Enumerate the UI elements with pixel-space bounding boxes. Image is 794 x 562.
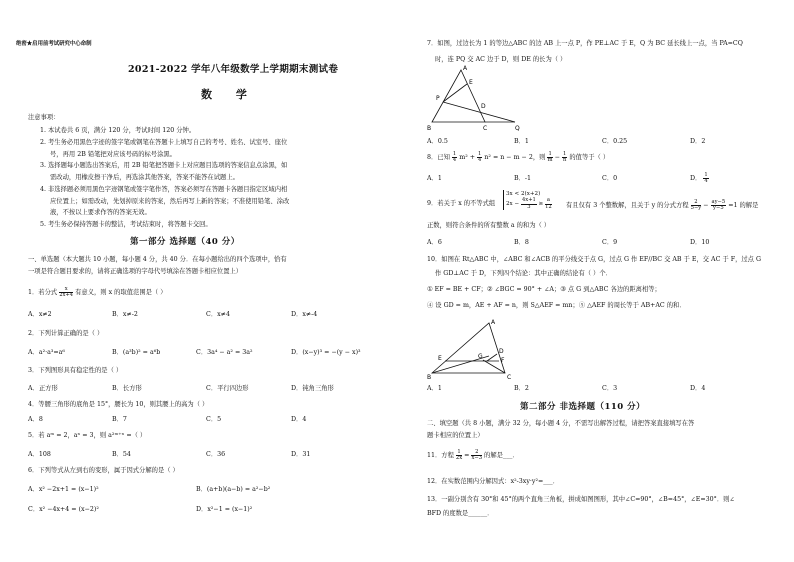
q1-option-c[interactable]: C．x≠4 — [206, 311, 230, 318]
q6-option-c[interactable]: C．x² −4x+4 = (x−2)² — [28, 506, 99, 513]
q8-option-c[interactable]: C．0 — [602, 175, 618, 182]
q10-option-a[interactable]: A．1 — [427, 385, 442, 392]
question-7: 7．如图，过边长为 1 的等边△ABC 的边 AB 上一点 P，作 PE⊥AC 于 E，Q 为 BC 延长线上一点，当 PA=CQ — [427, 40, 743, 47]
fig10-label: C — [507, 374, 512, 380]
q3-option-d[interactable]: D．钝角三角形 — [291, 385, 334, 392]
question-9-line2: 正数，则符合条件的所有整数 a 的和为（ ） — [427, 222, 551, 229]
fig7-label: D — [481, 103, 486, 110]
notice-line: 液，不按以上要求作答的答案无效。 — [50, 209, 151, 216]
q5-option-b[interactable]: B．54 — [112, 451, 131, 458]
q4-option-c[interactable]: C．5 — [206, 416, 222, 423]
q3-option-b[interactable]: B．长方形 — [112, 385, 142, 392]
notice-line: 3. 选择题每小题选出答案后，用 2B 铅笔把答题卡上对应题目选项的答案信息点涂黑，如 — [40, 162, 288, 169]
question-10: 作 GD⊥AC 于 D，下列四个结论：其中正确的结论有（ ）个． — [435, 270, 612, 277]
fig7-label: B — [427, 125, 432, 132]
single-choice-instructions: 一、单选题（本大题共 10 小题，每小题 4 分，共 40 分．在每小题给出的四个选项中，恰有 — [28, 256, 287, 263]
q9-option-b[interactable]: B．8 — [514, 239, 529, 246]
question-13: 13．一副分别含有 30°和 45°的两个直角三角板，拼成如图图形，其中∠C=90°，∠B=45°，∠E=30°．则∠ — [427, 496, 735, 503]
q7-triangle-figure — [427, 64, 527, 134]
question-8: 8．已知 $\frac{1}{4}$ m² + $\frac{1}{4}$ n² = n − m − 2，则 $\frac{1}{m}$ − $\frac{1}{n}$ 的值等于（ ） — [427, 151, 610, 164]
q10-option-b[interactable]: B．2 — [514, 385, 529, 392]
q1-stem: 1．若分式 — [28, 289, 58, 297]
question-12: 12．在实数范围内分解因式：x²-3xy·y²=___． — [427, 478, 559, 485]
q1-option-a[interactable]: A．x≠2 — [28, 311, 52, 318]
q7-option-c[interactable]: C．0.25 — [602, 138, 628, 145]
question-3: 3．下列图形具有稳定性的是（ ） — [28, 367, 123, 374]
notice-line: 1. 本试卷共 6 页，满分 120 分，考试时间 120 分钟。 — [40, 127, 196, 134]
q1-stem: 有意义，则 x 的取值范围是（ ） — [75, 289, 167, 297]
question-10: 10．如图在 Rt△ABC 中，∠ABC 和∠ACB 的平分线交于点 G，过点 G 作 EF//BC 交 AB 于 E，交 AC 于 F，过点 G — [427, 256, 762, 263]
question-10-claims: ① EF = BE + CF；② ∠BGC = 90° + ∠A；③ 点 G 到△ABC 各边的距离相等； — [427, 286, 661, 293]
question-4: 4．等腰三角形的底角是 15°，腰长为 10，则其腰上的高为（ ） — [28, 401, 209, 408]
fig7-label: P — [436, 95, 440, 102]
fill-in-instructions: 题卡相应的位置上） — [427, 432, 484, 439]
q5-option-d[interactable]: D．31 — [291, 451, 311, 458]
notice-line: 4. 非选择题必须用黑色字迹钢笔或签字笔作答，答案必须写在答题卡各题目指定区域内相 — [40, 186, 288, 193]
q6-option-a[interactable]: A．x² −2x+1 = (x−1)² — [28, 486, 99, 493]
q8-option-a[interactable]: A．1 — [427, 175, 442, 182]
part1-title: 第一部分 选择题（40 分） — [130, 237, 240, 247]
fill-in-instructions: 二、填空题（共 8 小题，满分 32 分，每小题 4 分，不需写出解答过程，请把答案直接填写在答 — [427, 420, 695, 427]
q7-option-d[interactable]: D．2 — [690, 138, 706, 145]
question-10-claims: ④ 设 GD = m，AE + AF = n，则 S△AEF = mn；⑤ △AEF 的周长等于 AB+AC 的和． — [427, 302, 686, 309]
fig10-label: G — [478, 353, 483, 360]
question-2: 2．下列计算正确的是（ ） — [28, 330, 104, 337]
fig10-label: E — [438, 355, 442, 362]
q9-option-a[interactable]: A．6 — [427, 239, 442, 246]
fig7-label: Q — [515, 125, 520, 132]
question-7: 时，连 PQ 交 AC 边于 D，则 DE 的长为（ ） — [435, 56, 567, 63]
secret-header: 绝密★启用前考试研究中心命制 — [16, 41, 92, 47]
q4-option-b[interactable]: B．7 — [112, 416, 127, 423]
q2-option-c[interactable]: C．3a⁴ − a² = 3a² — [196, 349, 253, 356]
q2-option-d[interactable]: D．(x−y)³ = −(y − x)³ — [291, 349, 361, 356]
q5-option-a[interactable]: A．108 — [28, 451, 51, 458]
fig10-label: D — [499, 348, 504, 355]
single-choice-instructions: 一项是符合题目要求的，请将正确选项的字母代号填涂在答题卡相应位置上） — [28, 268, 243, 275]
q7-option-b[interactable]: B．1 — [514, 138, 529, 145]
q4-option-a[interactable]: A．8 — [28, 416, 43, 423]
notice-line: 号，再用 2B 铅笔把对应该号码的标号涂黑。 — [50, 151, 176, 158]
question-13: BFD 的度数是______． — [427, 510, 494, 517]
fig10-label: F — [501, 357, 505, 364]
fig10-label: B — [427, 374, 432, 380]
question-9: 9．若关于 x 的不等式组 — [427, 200, 496, 207]
q9-inequality-system: 3x < 2(x+2) 2x − $\frac{4x+1}{3}$ ≥ $\frac{a}{12}$ — [503, 190, 552, 210]
q6-option-b[interactable]: B．(a+b)(a−b) = a²−b² — [196, 486, 271, 493]
question-9-cont: 有且仅有 3 个整数解，且关于 y 的分式方程 $\frac{2}{5-y}$ − $\frac{ay-5}{y-5}$ =1 的解是 — [566, 199, 759, 212]
q9-option-d[interactable]: D．10 — [690, 239, 710, 246]
fig7-label: A — [463, 65, 468, 72]
q10-option-d[interactable]: D．4 — [690, 385, 706, 392]
question-5: 5．若 aᵐ = 2，aⁿ = 3，则 a²ᵐ⁺ⁿ =（ ） — [28, 432, 147, 439]
question-1 — [28, 287, 167, 298]
notice-line: 应位置上；如需改动，先划掉原来的答案，然后再写上新的答案；不准使用铅笔、涂改 — [50, 198, 290, 205]
q2-option-a[interactable]: A．a²·a³=a⁶ — [28, 349, 65, 356]
q2-option-b[interactable]: B．(a³b)² = a⁶b — [112, 349, 161, 356]
q8-option-b[interactable]: B．-1 — [514, 175, 532, 182]
q10-triangle-figure — [427, 318, 527, 380]
fig7-label: C — [483, 125, 488, 132]
q5-option-c[interactable]: C．36 — [206, 451, 226, 458]
q4-option-d[interactable]: D．4 — [291, 416, 307, 423]
notice-line: 需改动，用橡皮擦干净后，再选涂其他答案，答案不能答在试题上。 — [50, 174, 239, 181]
q3-option-a[interactable]: A．正方形 — [28, 385, 58, 392]
exam-title: 2021-2022 学年八年级数学上学期期末测试卷 — [128, 64, 339, 75]
q9-option-c[interactable]: C．9 — [602, 239, 618, 246]
notice-line: 2. 考生务必用黑色字迹的签字笔或钢笔在答题卡上填写自己的考号、姓名、试室号、座位 — [40, 139, 288, 146]
q1-option-d[interactable]: D．x≠-4 — [291, 311, 318, 318]
q6-option-d[interactable]: D．x²−1 = (x−1)² — [196, 506, 253, 513]
q10-option-c[interactable]: C．3 — [602, 385, 618, 392]
q1-fraction: $\frac{x}{2x+4}$ — [59, 286, 74, 299]
q3-option-c[interactable]: C．平行四边形 — [206, 385, 249, 392]
q8-option-d[interactable]: D． $\frac{1}{4}$ — [690, 172, 708, 185]
notice-line: 5. 考生务必保持答题卡的整洁，考试结束时，将答题卡交回。 — [40, 221, 212, 228]
notice-heading: 注意事项： — [28, 114, 60, 121]
question-11: 11．方程 $\frac{1}{2x}$ = $\frac{2}{x-3}$ 的解是___． — [427, 449, 519, 462]
part2-title: 第二部分 非选择题（110 分） — [520, 402, 646, 412]
q7-option-a[interactable]: A．0.5 — [427, 138, 448, 145]
question-6: 6．下列等式从左到右的变形，属于因式分解的是（ ） — [28, 467, 179, 474]
fig7-label: E — [469, 79, 473, 86]
subject-title: 数 学 — [201, 88, 257, 101]
fig10-label: A — [491, 319, 496, 326]
q1-option-b[interactable]: B．x≠-2 — [112, 311, 138, 318]
